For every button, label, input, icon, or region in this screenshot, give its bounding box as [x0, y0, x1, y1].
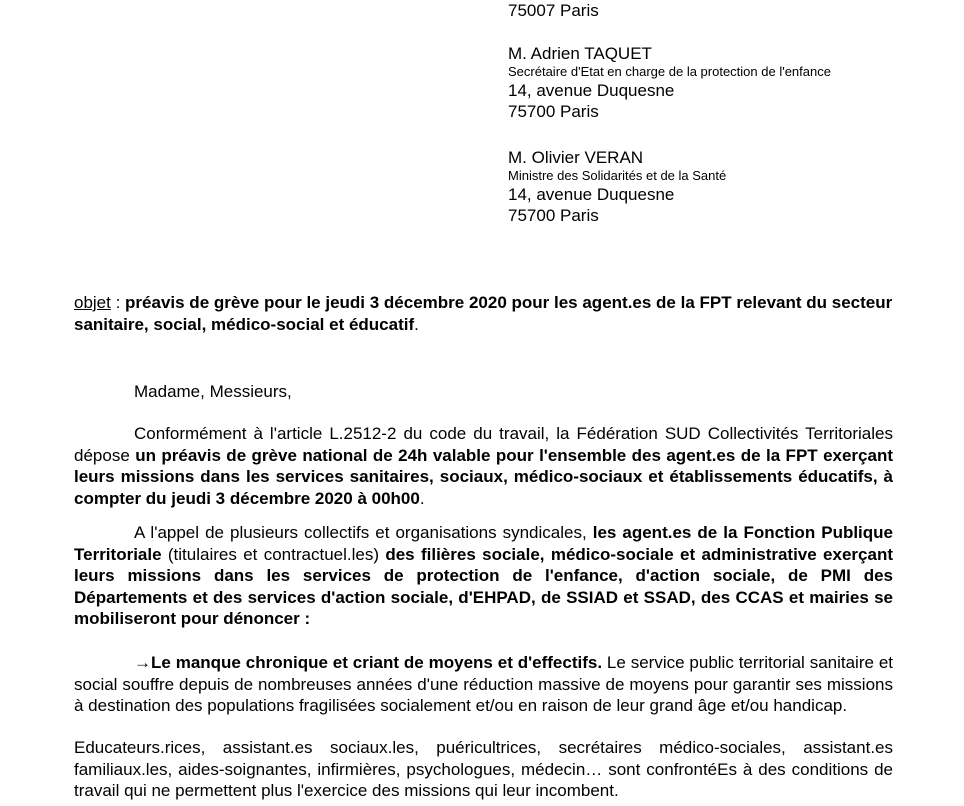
addressee-street: 14, avenue Duquesne: [508, 185, 675, 204]
addressee-city: 75700 Paris: [508, 206, 599, 225]
addressee-top-block: [508, 0, 948, 21]
addressee-taquet: [508, 43, 948, 122]
addressee-city: 75700 Paris: [508, 102, 599, 121]
paragraph-call-to-strike: [74, 522, 893, 630]
paragraph-strike-notice: [74, 423, 893, 509]
subject-text: préavis de grève pour le jeudi 3 décembre 2020 pour les agent.es de la FPT relevant du secteur sanitaire, social, médico-social et éducatif: [74, 293, 893, 334]
addressee-street: 14, avenue Duquesne: [508, 81, 675, 100]
addressee-role: Secrétaire d'Etat en charge de la protection de l'enfance: [508, 64, 831, 79]
addressee-role: Ministre des Solidarités et de la Santé: [508, 168, 727, 183]
paragraph-text: Le service public territorial sanitaire et social souffre depuis de nombreuses années d'une réduction massive de moyens pour garantir ses missions à destination des populations fragilisées socialement et/ou en raison de leur grand âge et/ou handicap.: [74, 653, 893, 715]
paragraph-bold: un préavis de grève national de 24h valable pour l'ensemble des agent.es de la FPT exerçant leurs missions dans les services sanitaires, sociaux, médico-sociaux et établissements éducatifs, à compter du jeudi 3 décembre 2020 à 00h00: [74, 445, 894, 508]
greeting: Madame, Messieurs,: [134, 382, 292, 401]
subject-separator: :: [110, 293, 126, 312]
addressee-top-city: 75007 Paris: [508, 1, 599, 20]
addressee-veran: [508, 147, 948, 226]
paragraph-bold: les agent.es de la Fonction Publique Territoriale: [74, 523, 894, 564]
paragraph-text: (titulaires et contractuel.les): [161, 544, 386, 564]
subject-end: .: [414, 315, 419, 334]
paragraph-lack-of-means: [74, 652, 893, 717]
subject-label: objet: [74, 293, 111, 312]
paragraph-professions: Educateurs.rices, assistant.es sociaux.les, puéricultrices, secrétaires médico-sociales, assistant.es familiaux.les, aides-soignantes, infirmières, psychologues, médecin… sont confrontéEs à des conditions de travail qui ne permettent plus l'exercice des missions qui leur incombent.: [74, 738, 893, 800]
paragraph-bold: des filières sociale, médico-sociale et administrative exerçant leurs missions dans les services de protection de l'enfance, d'action sociale, de PMI des Départements et des services d'action sociale, d'EHPAD, de SSIAD et SSAD, des CCAS et mairies se mobiliseront pour dénoncer :: [74, 544, 893, 628]
addressee-name: M. Adrien TAQUET: [508, 44, 652, 63]
addressee-name: M. Olivier VERAN: [508, 148, 644, 167]
paragraph-text: Conformément à l'article L.2512-2 du code du travail, la Fédération SUD Collectivités Territoriales dépose: [74, 424, 893, 465]
subject-line: [74, 292, 896, 336]
paragraph-end: .: [419, 488, 425, 508]
paragraph-text: A l'appel de plusieurs collectifs et organisations syndicales,: [134, 523, 593, 542]
paragraph-bold: →Le manque chronique et criant de moyens et d'effectifs.: [134, 653, 603, 672]
